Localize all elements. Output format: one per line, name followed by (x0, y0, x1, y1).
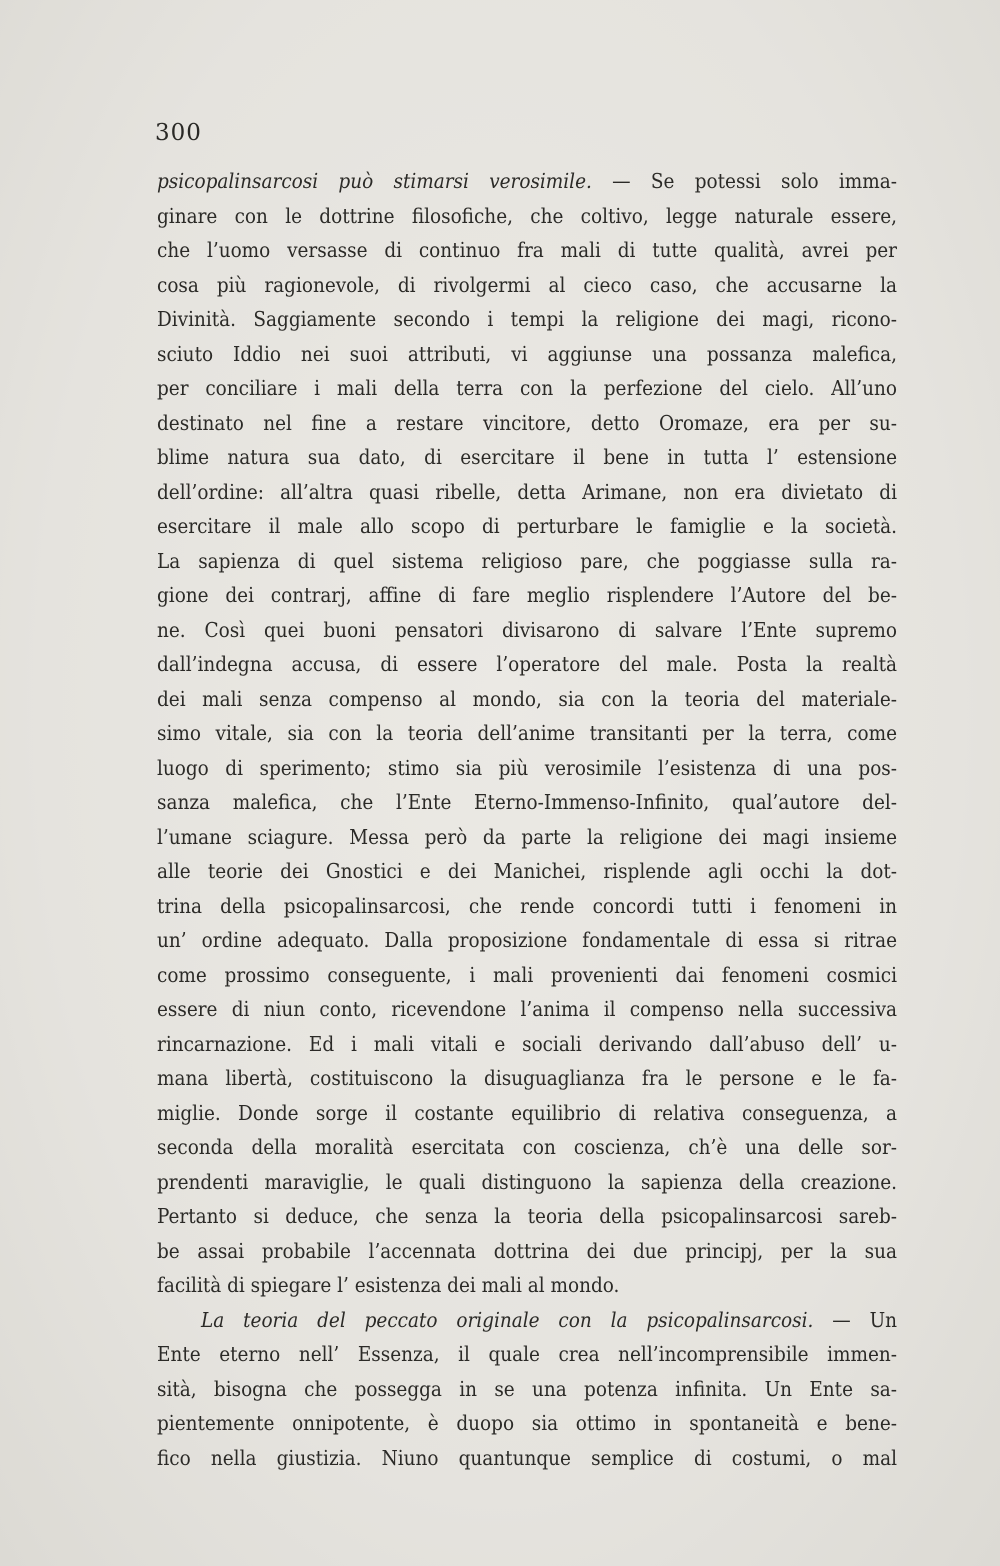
text-line (157, 958, 897, 993)
text-line (157, 578, 897, 613)
text-line (157, 751, 897, 786)
text-segment: Pertanto si deduce, che senza la teoria della psicopalinsarcosi sareb- (157, 1204, 897, 1228)
text-segment: un’ ordine adequato. Dalla proposizione fondamentale di essa si ritrae (157, 928, 897, 952)
text-line (157, 509, 897, 544)
text-segment: destinato nel fine a restare vincitore, detto Oromaze, era per su- (157, 410, 897, 435)
paragraph (157, 1303, 897, 1476)
text-segment: essere di niun conto, ricevendone l’anima il compenso nella successiva (157, 997, 897, 1021)
text-line (157, 889, 897, 924)
text-segment: facilità di spiegare l’ esistenza dei mali al mondo. (157, 1273, 620, 1297)
italic-heading-text: La teoria del peccato originale con la psicopalinsarcosi. (201, 1307, 814, 1332)
text-segment: pientemente onnipotente, è duopo sia ottimo in spontaneità e bene- (157, 1411, 897, 1435)
text-line (157, 1441, 897, 1476)
text-segment: blime natura sua dato, di esercitare il bene in tutta l’ estensione (157, 445, 897, 469)
text-line (157, 854, 897, 889)
text-segment: come prossimo conseguente, i mali provenienti dai fenomeni cosmici (157, 962, 897, 987)
text-line (157, 647, 897, 682)
text-segment: La sapienza di quel sistema religioso pare, che poggiasse sulla ra- (157, 548, 897, 573)
text-line (157, 406, 897, 441)
text-segment: — Un (813, 1307, 897, 1332)
text-segment: sciuto Iddio nei suoi attributi, vi aggiunse una possanza malefica, (157, 341, 897, 366)
text-segment: Ente eterno nell’ Essenza, il quale crea nell’incomprensibile immen- (157, 1342, 897, 1366)
text-segment: dell’ordine: all’altra quasi ribelle, detta Arimane, non era divietato di (157, 479, 897, 504)
text-line (157, 1130, 897, 1165)
text-segment: esercitare il male allo scopo di perturbare le famiglie e la società. (157, 514, 897, 538)
italic-heading-text: psicopalinsarcosi può stimarsi verosimile. (157, 169, 592, 193)
text-segment: miglie. Donde sorge il costante equilibrio di relativa conseguenza, a (157, 1100, 897, 1125)
text-line (157, 716, 897, 751)
text-line (157, 1303, 897, 1338)
text-segment: mana libertà, costituiscono la disuguaglianza fra le persone e le fa- (157, 1066, 897, 1090)
text-line (157, 164, 897, 199)
text-line (157, 1096, 897, 1131)
text-line (157, 475, 897, 510)
text-line (157, 613, 897, 648)
text-line (157, 1406, 897, 1441)
text-line (157, 923, 897, 958)
text-line (157, 1234, 897, 1269)
text-line (157, 992, 897, 1027)
text-segment: cosa più ragionevole, di rivolgermi al cieco caso, che accusarne la (157, 272, 897, 297)
text-line (157, 337, 897, 372)
text-line (157, 199, 897, 234)
text-line (157, 1027, 897, 1062)
text-segment: rincarnazione. Ed i mali vitali e sociali derivando dall’abuso dell’ u- (157, 1031, 897, 1056)
text-segment: che l’uomo versasse di continuo fra mali di tutte qualità, avrei per (157, 238, 897, 262)
text-segment: — Se potessi solo imma- (591, 169, 897, 193)
text-segment: seconda della moralità esercitata con coscienza, ch’è una delle sor- (157, 1135, 897, 1159)
text-line (157, 440, 897, 475)
text-line (157, 820, 897, 855)
text-line (157, 1337, 897, 1372)
text-line (157, 1268, 897, 1303)
text-line (157, 268, 897, 303)
page-number: 300 (155, 120, 202, 146)
text-segment: Divinità. Saggiamente secondo i tempi la religione dei magi, ricono- (157, 307, 897, 331)
text-segment: trina della psicopalinsarcosi, che rende concordi tutti i fenomeni in (157, 893, 897, 918)
text-line (157, 544, 897, 579)
text-segment: be assai probabile l’accennata dottrina dei due principj, per la sua (157, 1238, 897, 1263)
text-segment: sanza malefica, che l’Ente Eterno-Immenso-Infinito, qual’autore del- (157, 790, 897, 814)
text-line (157, 371, 897, 406)
text-segment: simo vitale, sia con la teoria dell’anime transitanti per la terra, come (157, 721, 897, 745)
text-line (157, 1199, 897, 1234)
paragraph (157, 164, 897, 1303)
text-segment: dall’indegna accusa, di essere l’operatore del male. Posta la realtà (157, 652, 897, 676)
text-segment: l’umane sciagure. Messa però da parte la religione dei magi insieme (157, 824, 897, 849)
text-line (157, 1372, 897, 1407)
body-text (157, 164, 897, 1475)
text-line (157, 785, 897, 820)
text-segment: ginare con le dottrine filosofiche, che coltivo, legge naturale essere, (157, 203, 897, 228)
text-line (157, 233, 897, 268)
text-line (157, 682, 897, 717)
text-segment: fico nella giustizia. Niuno quantunque semplice di costumi, o mal (157, 1445, 897, 1470)
text-segment: prendenti maraviglie, le quali distinguono la sapienza della creazione. (157, 1169, 897, 1194)
text-segment: alle teorie dei Gnostici e dei Manichei, risplende agli occhi la dot- (157, 859, 897, 883)
text-segment: luogo di sperimento; stimo sia più verosimile l’esistenza di una pos- (157, 755, 897, 780)
text-line (157, 302, 897, 337)
text-line (157, 1061, 897, 1096)
text-segment: gione dei contrarj, affine di fare meglio risplendere l’Autore del be- (157, 583, 897, 607)
text-segment: sità, bisogna che possegga in se una potenza infinita. Un Ente sa- (157, 1376, 897, 1401)
text-segment: per conciliare i mali della terra con la perfezione del cielo. All’uno (157, 376, 897, 400)
text-segment: dei mali senza compenso al mondo, sia con la teoria del materiale- (157, 686, 897, 711)
text-segment: ne. Così quei buoni pensatori divisarono di salvare l’Ente supremo (157, 617, 897, 642)
text-line (157, 1165, 897, 1200)
